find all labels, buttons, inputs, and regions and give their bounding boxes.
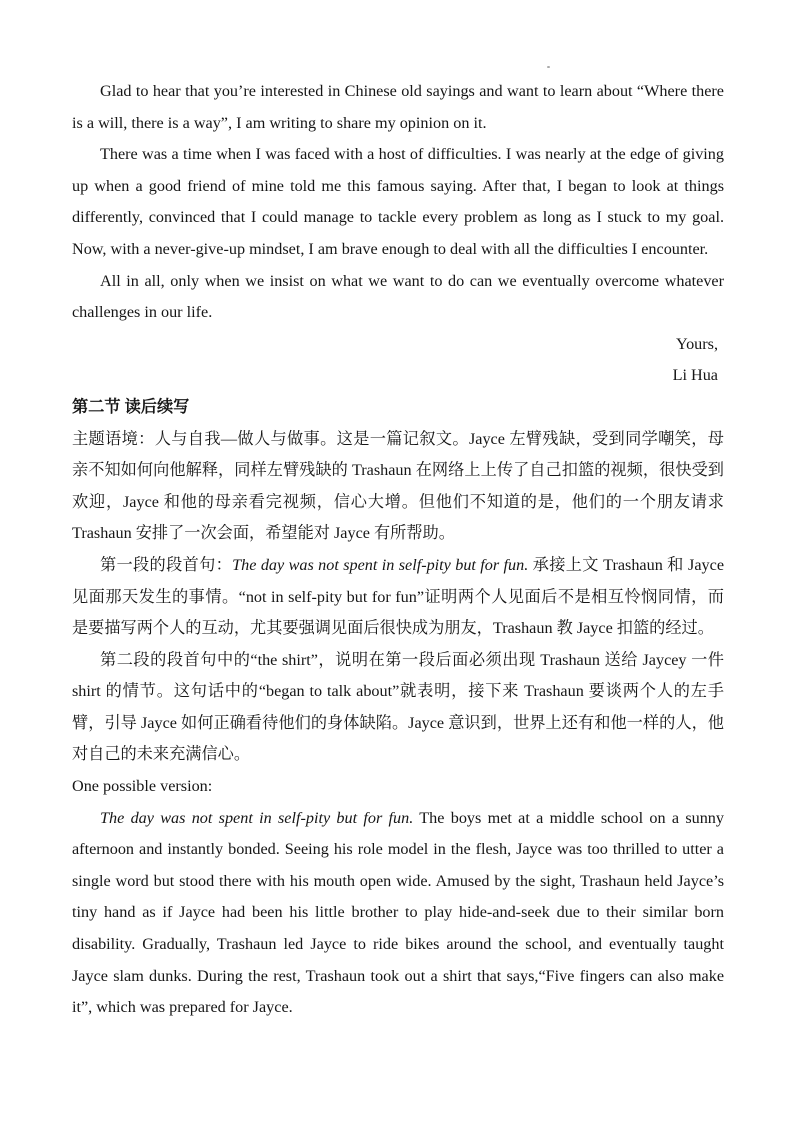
document-body	[72, 76, 724, 1024]
version-rest: The boys met at a middle school on a sunny afternoon and instantly bonded. Seeing his role model in the flesh, Jayce was too thrilled to utter a single word but stood there with his mouth open wide. Amused by the sight, Trashaun held Jayce’s tiny hand as if Jayce had been his little brother to play hide-and-seek due to their similar born disability. Gradually, Trashaun led Jayce to ride bikes around the school, and eventually taught Jayce slam dunks. During the rest, Trashaun took out a shirt that says,“Five fingers can also make it”, which was prepared for Jayce.	[72, 808, 724, 1017]
letter-signature: Li Hua	[672, 366, 718, 385]
letter-closing: Yours,	[676, 334, 718, 353]
version-label: One possible version:	[72, 777, 213, 796]
scan-artifact-dot	[547, 66, 550, 68]
paragraph-two-analysis: 第二段的段首句中的“the shirt”，说明在第一段后面必须出现 Trashaun 送给 Jaycey 一件 shirt 的情节。这句话中的“began to talk about”就表明，接下来 Trashaun 要谈两个人的左手臂，引导 Jayce 如何正确看待他们的身体缺陷。Jayce 意识到，世界上还有和他一样的人，他对自己的未来充满信心。	[72, 650, 724, 764]
paragraph-one-analysis	[72, 550, 724, 645]
theme-context-para: 主题语境：人与自我—做人与做事。这是一篇记叙文。Jayce 左臂残缺，受到同学嘲笑，母亲不知如何向他解释，同样左臂残缺的 Trashaun 在网络上上传了自己扣篮的视频，很快受到欢迎，Jayce 和他的母亲看完视频，信心大增。但他们不知道的是，他们的一个朋友请求 Trashaun 安排了一次会面，希望能对 Jayce 有所帮助。	[72, 429, 724, 543]
model-version-para	[72, 803, 724, 1024]
analysis1-lead: 第一段的段首句：	[100, 555, 233, 574]
letter-para-body: There was a time when I was faced with a host of difficulties. I was nearly at the edge of giving up when a good friend of mine told me this famous saying. After that, I began to look at things differently, convinced that I could manage to tackle every problem as long as I stuck to my goal. Now, with a never-give-up mindset, I am brave enough to deal with all the difficulties I encounter.	[72, 145, 724, 258]
version-opening-sentence: The day was not spent in self-pity but for fun.	[100, 808, 414, 827]
letter-para-conclusion: All in all, only when we insist on what we want to do can we eventually overcome whatever challenges in our life.	[72, 271, 724, 322]
section-heading: 第二节 读后续写	[72, 397, 190, 416]
letter-para-opening: Glad to hear that you’re interested in Chinese old sayings and want to learn about “Where there is a will, there is a way”, I am writing to share my opinion on it.	[72, 82, 724, 132]
analysis1-rest: 承接上文 Trashaun 和 Jayce 见面那天发生的事情。“not in self-pity but for fun”证明两个人见面后不是相互怜悯同情，而是要描写两个人的互动，尤其要强调见面后很快成为朋友，Trashaun 教 Jayce 扣篮的经过。	[72, 555, 725, 638]
analysis1-opening-sentence: The day was not spent in self-pity but for fun.	[232, 555, 529, 574]
